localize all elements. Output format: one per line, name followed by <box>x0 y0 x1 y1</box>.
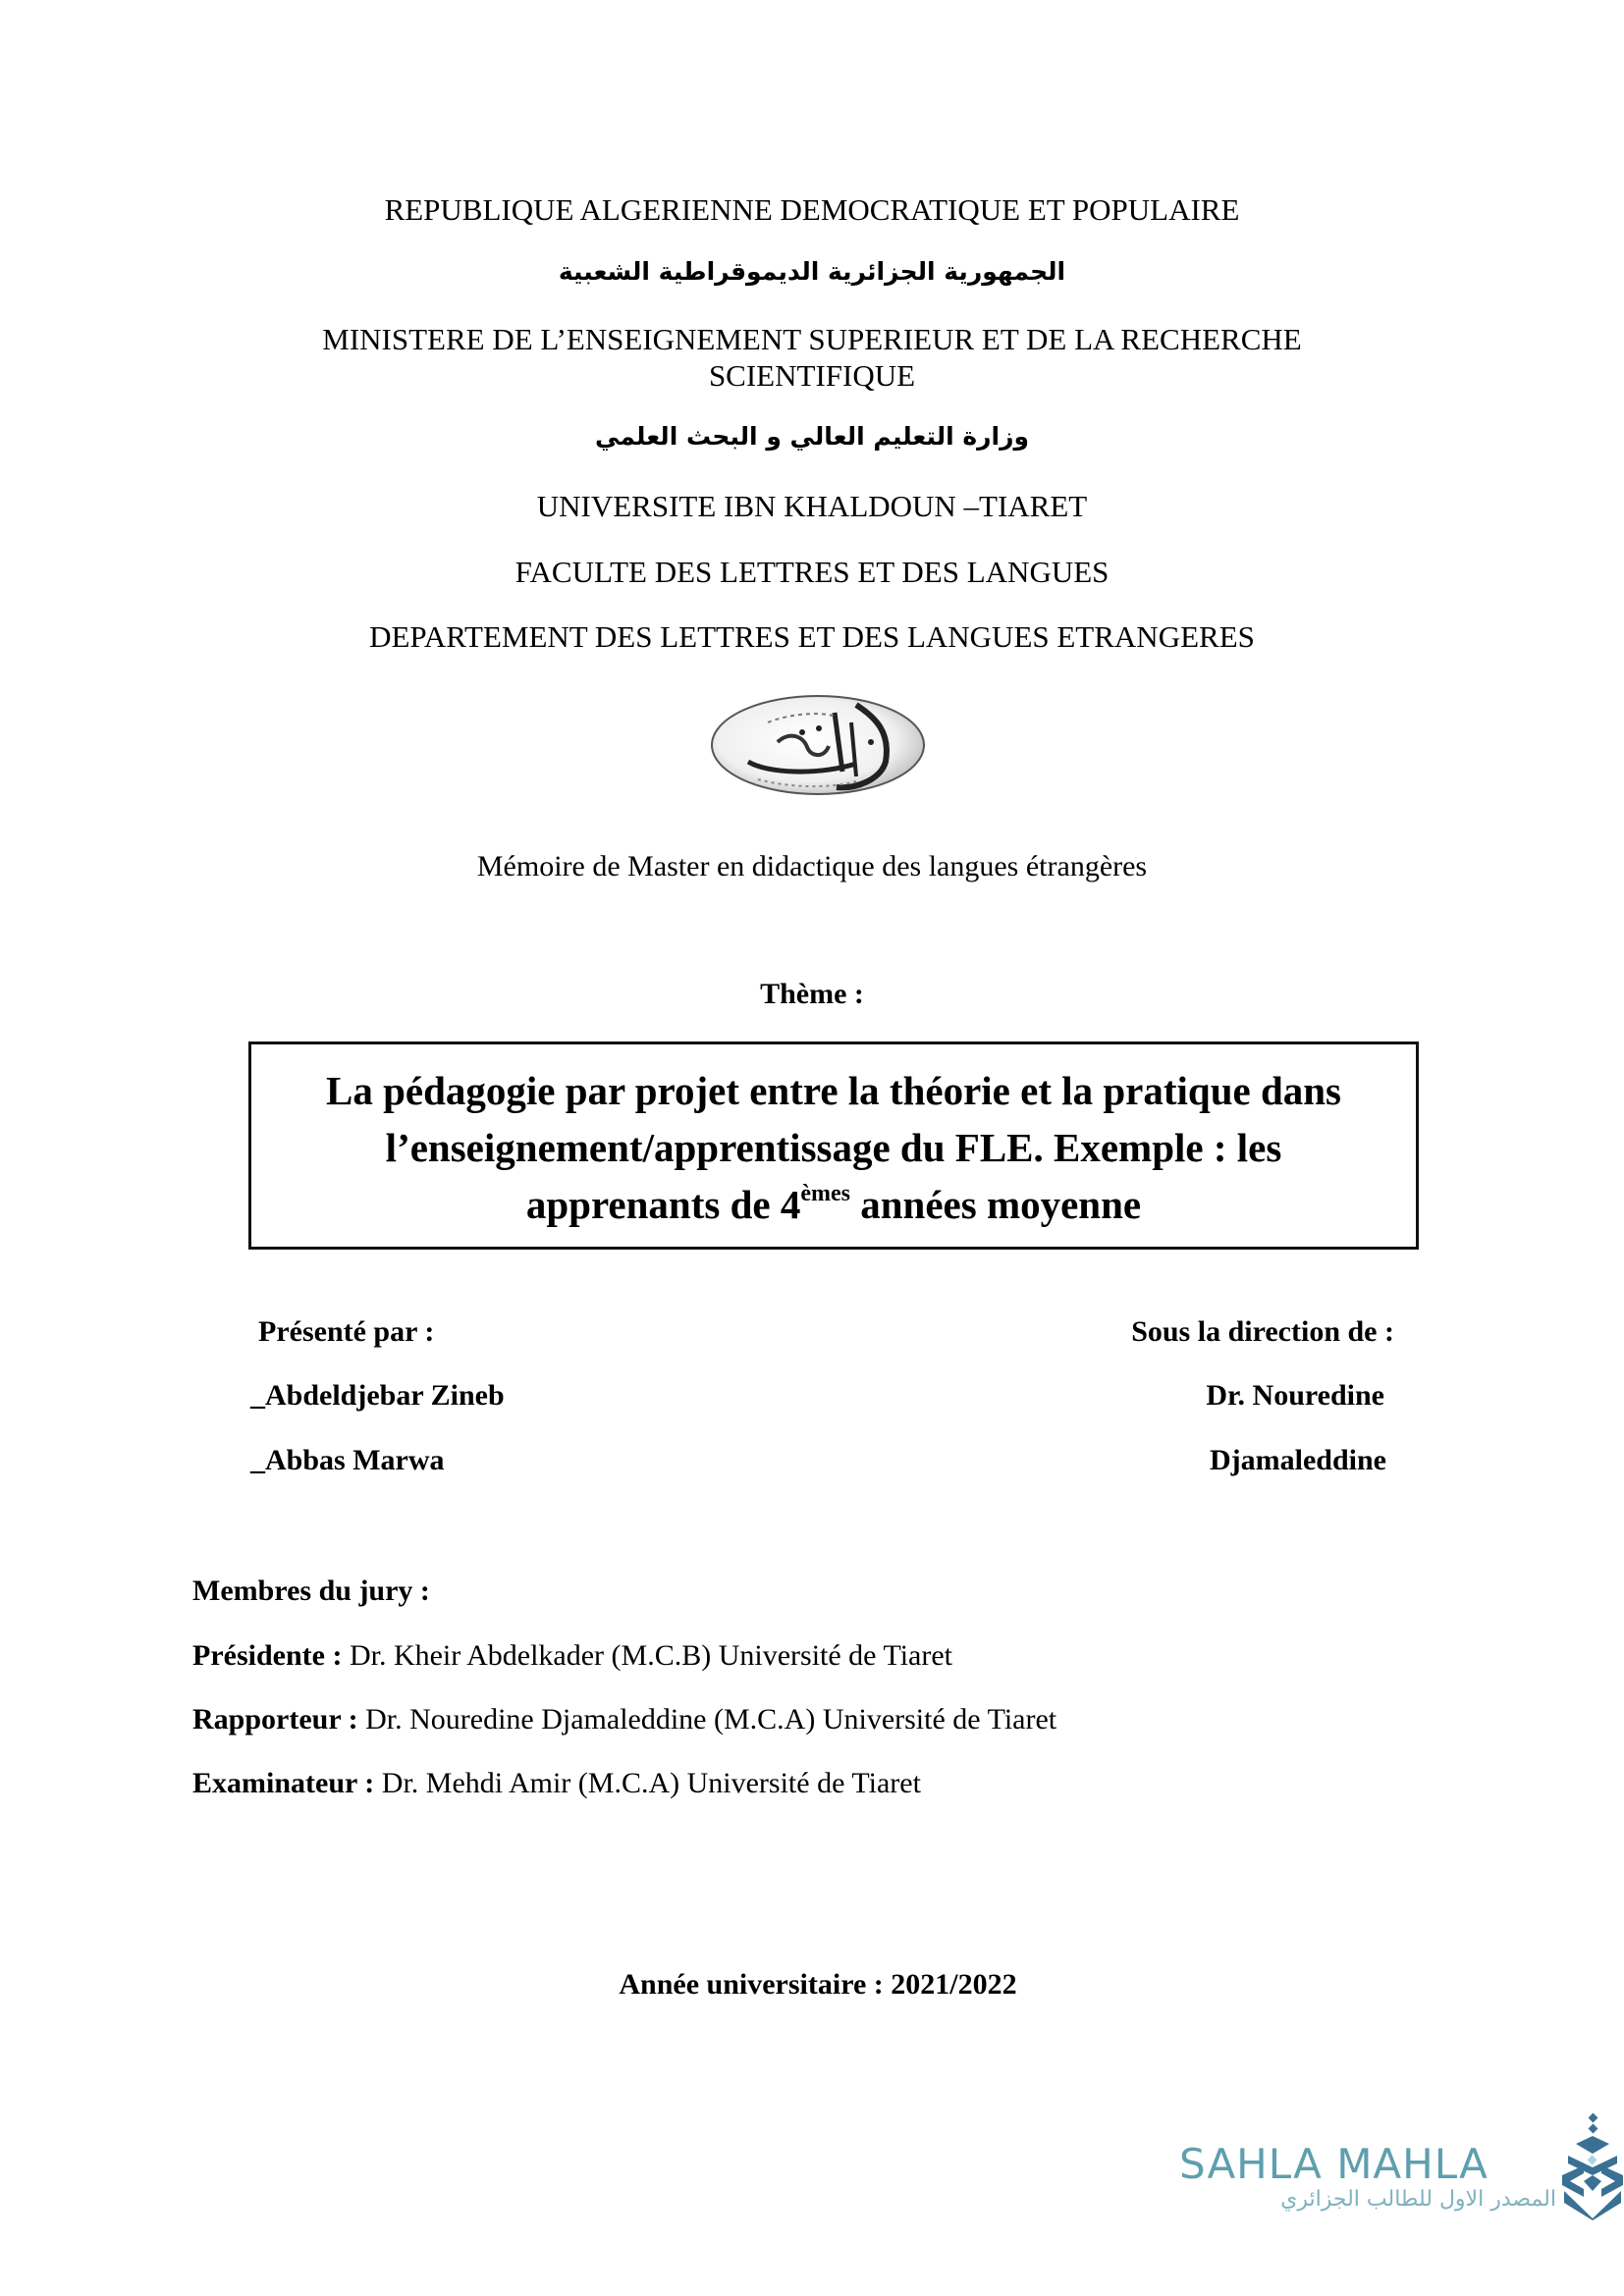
jury-member <box>192 1703 1056 1736</box>
jury-detail: Dr. Nouredine Djamaleddine (M.C.A) Université de Tiaret <box>357 1703 1057 1735</box>
faculty-name: FACULTE DES LETTRES ET DES LANGUES <box>514 555 1110 589</box>
academic-year: Année universitaire : 2021/2022 <box>619 1968 1017 2001</box>
student-name: _Abbas Marwa <box>250 1444 445 1476</box>
thesis-title-box <box>248 1041 1419 1250</box>
supervision-label: Sous la direction de : <box>1131 1315 1394 1348</box>
watermark-title: SAHLA MAHLA <box>1179 2140 1489 2188</box>
thesis-title-line2: l’enseignement/apprentissage du FLE. Exemple : les <box>385 1125 1282 1170</box>
sahla-mahla-logo-icon <box>1554 2112 1623 2220</box>
title-superscript: èmes <box>800 1181 850 1206</box>
republic-ar: الجمهورية الجزائرية الديموقراطية الشعبية <box>558 257 1066 286</box>
ministry-fr-line2: SCIENTIFIQUE <box>708 358 916 393</box>
republic-fr: REPUBLIQUE ALGERIENNE DEMOCRATIQUE ET POPULAIRE <box>384 192 1240 227</box>
jury-detail: Dr. Mehdi Amir (M.C.A) Université de Tiaret <box>374 1767 921 1799</box>
thesis-title-line1: La pédagogie par projet entre la théorie et la pratique dans <box>325 1068 1342 1113</box>
memoire-subtitle: Mémoire de Master en didactique des langues étrangères <box>476 850 1148 882</box>
supervisor-name-line2: Djamaleddine <box>1210 1444 1386 1476</box>
jury-member <box>192 1639 952 1673</box>
thesis-title <box>251 1062 1416 1240</box>
jury-role: Rapporteur : <box>192 1703 358 1735</box>
theme-label: Thème : <box>760 978 864 1010</box>
thesis-title-line3 <box>251 1176 1416 1240</box>
supervisor-name-line1: Dr. Nouredine <box>1206 1379 1384 1412</box>
jury-member <box>192 1767 921 1800</box>
sahla-mahla-watermark <box>1173 2110 1624 2223</box>
student-name: _Abdeldjebar Zineb <box>250 1379 505 1412</box>
ministry-ar: وزارة التعليم العالي و البحث العلمي <box>594 422 1030 451</box>
university-name: UNIVERSITE IBN KHALDOUN –TIARET <box>536 489 1088 523</box>
university-seal-icon <box>709 693 927 797</box>
watermark-subtitle: المصدر الاول للطالب الجزائري <box>1280 2187 1556 2212</box>
jury-role: Examinateur : <box>192 1767 375 1799</box>
presented-by-label: Présenté par : <box>258 1315 435 1348</box>
department-name: DEPARTEMENT DES LETTRES ET DES LANGUES ETRANGERES <box>369 619 1255 654</box>
jury-role: Présidente : <box>192 1639 343 1672</box>
title-line3-end: années moyenne <box>850 1182 1142 1227</box>
title-line3-start: apprenants de 4 <box>525 1182 801 1227</box>
jury-detail: Dr. Kheir Abdelkader (M.C.B) Université de Tiaret <box>342 1639 953 1672</box>
ministry-fr-line1: MINISTERE DE L’ENSEIGNEMENT SUPERIEUR ET DE LA RECHERCHE <box>322 322 1302 356</box>
jury-label: Membres du jury : <box>192 1575 430 1607</box>
